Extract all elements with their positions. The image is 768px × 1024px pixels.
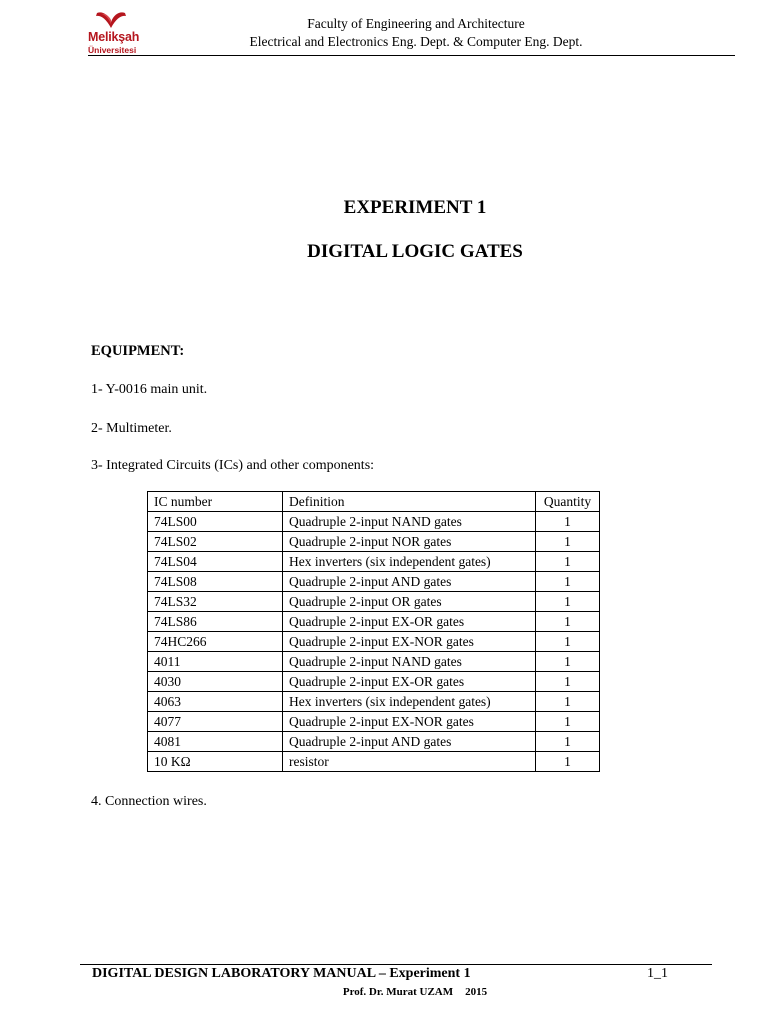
- table-header-cell: IC number: [148, 492, 283, 512]
- footer-divider: [80, 964, 712, 965]
- equipment-item-2: 2- Multimeter.: [91, 421, 172, 436]
- table-header-cell: Definition: [283, 492, 536, 512]
- table-cell: 1: [536, 632, 600, 652]
- table-header-row: [148, 492, 600, 512]
- table-cell: 1: [536, 672, 600, 692]
- table-cell: Quadruple 2-input EX-OR gates: [283, 612, 536, 632]
- footer-manual-title: DIGITAL DESIGN LABORATORY MANUAL – Experiment 1: [92, 966, 471, 981]
- table-cell: 1: [536, 512, 600, 532]
- header-faculty: Faculty of Engineering and Architecture: [307, 16, 525, 31]
- table-cell: 1: [536, 532, 600, 552]
- table-cell: 74LS08: [148, 572, 283, 592]
- equipment-heading: EQUIPMENT:: [91, 343, 185, 359]
- table-cell: 1: [536, 612, 600, 632]
- table-cell: 74LS86: [148, 612, 283, 632]
- experiment-topic: DIGITAL LOGIC GATES: [307, 241, 523, 262]
- table-cell: 74HC266: [148, 632, 283, 652]
- footer-author-line: [0, 986, 768, 998]
- equipment-item-4: 4. Connection wires.: [91, 794, 207, 809]
- logo-subtitle: Üniversitesi: [88, 45, 137, 55]
- footer-page-number: 1_1: [647, 966, 668, 981]
- table-cell: 74LS00: [148, 512, 283, 532]
- table-cell: 74LS02: [148, 532, 283, 552]
- components-table: [147, 491, 600, 772]
- table-cell: 1: [536, 752, 600, 772]
- table-cell: 1: [536, 592, 600, 612]
- table-cell: 74LS32: [148, 592, 283, 612]
- table-row: [148, 752, 600, 772]
- table-cell: Quadruple 2-input AND gates: [283, 572, 536, 592]
- table-cell: Quadruple 2-input AND gates: [283, 732, 536, 752]
- table-cell: Hex inverters (six independent gates): [283, 692, 536, 712]
- experiment-title: EXPERIMENT 1: [343, 197, 487, 218]
- table-cell: 10 KΩ: [148, 752, 283, 772]
- table-cell: Quadruple 2-input NAND gates: [283, 652, 536, 672]
- table-header-cell: Quantity: [536, 492, 600, 512]
- table-cell: 4081: [148, 732, 283, 752]
- table-cell: Quadruple 2-input NAND gates: [283, 512, 536, 532]
- table-row: [148, 652, 600, 672]
- table-cell: 4011: [148, 652, 283, 672]
- table-row: [148, 632, 600, 652]
- table-cell: 1: [536, 552, 600, 572]
- equipment-item-3: 3- Integrated Circuits (ICs) and other components:: [91, 458, 375, 473]
- university-logo: [88, 10, 148, 56]
- table-cell: 1: [536, 692, 600, 712]
- book-icon: [94, 10, 128, 30]
- table-cell: Quadruple 2-input EX-OR gates: [283, 672, 536, 692]
- table-cell: Quadruple 2-input EX-NOR gates: [283, 712, 536, 732]
- table-row: [148, 552, 600, 572]
- table-row: [148, 532, 600, 552]
- table-cell: Quadruple 2-input NOR gates: [283, 532, 536, 552]
- table-cell: 4063: [148, 692, 283, 712]
- footer-year: 2015: [465, 986, 488, 998]
- header-divider: [88, 55, 735, 56]
- table-row: [148, 672, 600, 692]
- equipment-item-1: 1- Y-0016 main unit.: [91, 382, 208, 397]
- table-row: [148, 612, 600, 632]
- table-row: [148, 592, 600, 612]
- table-row: [148, 692, 600, 712]
- table-row: [148, 732, 600, 752]
- table-row: [148, 712, 600, 732]
- table-cell: 1: [536, 572, 600, 592]
- table-cell: 1: [536, 712, 600, 732]
- table-row: [148, 572, 600, 592]
- table-cell: 4077: [148, 712, 283, 732]
- header-departments: Electrical and Electronics Eng. Dept. & Computer Eng. Dept.: [249, 34, 583, 49]
- table-cell: 4030: [148, 672, 283, 692]
- table-cell: 1: [536, 652, 600, 672]
- table-row: [148, 512, 600, 532]
- table-cell: Hex inverters (six independent gates): [283, 552, 536, 572]
- logo-name: Melikşah: [88, 30, 140, 44]
- table-cell: resistor: [283, 752, 536, 772]
- table-cell: 74LS04: [148, 552, 283, 572]
- table-cell: 1: [536, 732, 600, 752]
- table-cell: Quadruple 2-input OR gates: [283, 592, 536, 612]
- table-cell: Quadruple 2-input EX-NOR gates: [283, 632, 536, 652]
- footer-author: Prof. Dr. Murat UZAM: [342, 986, 454, 998]
